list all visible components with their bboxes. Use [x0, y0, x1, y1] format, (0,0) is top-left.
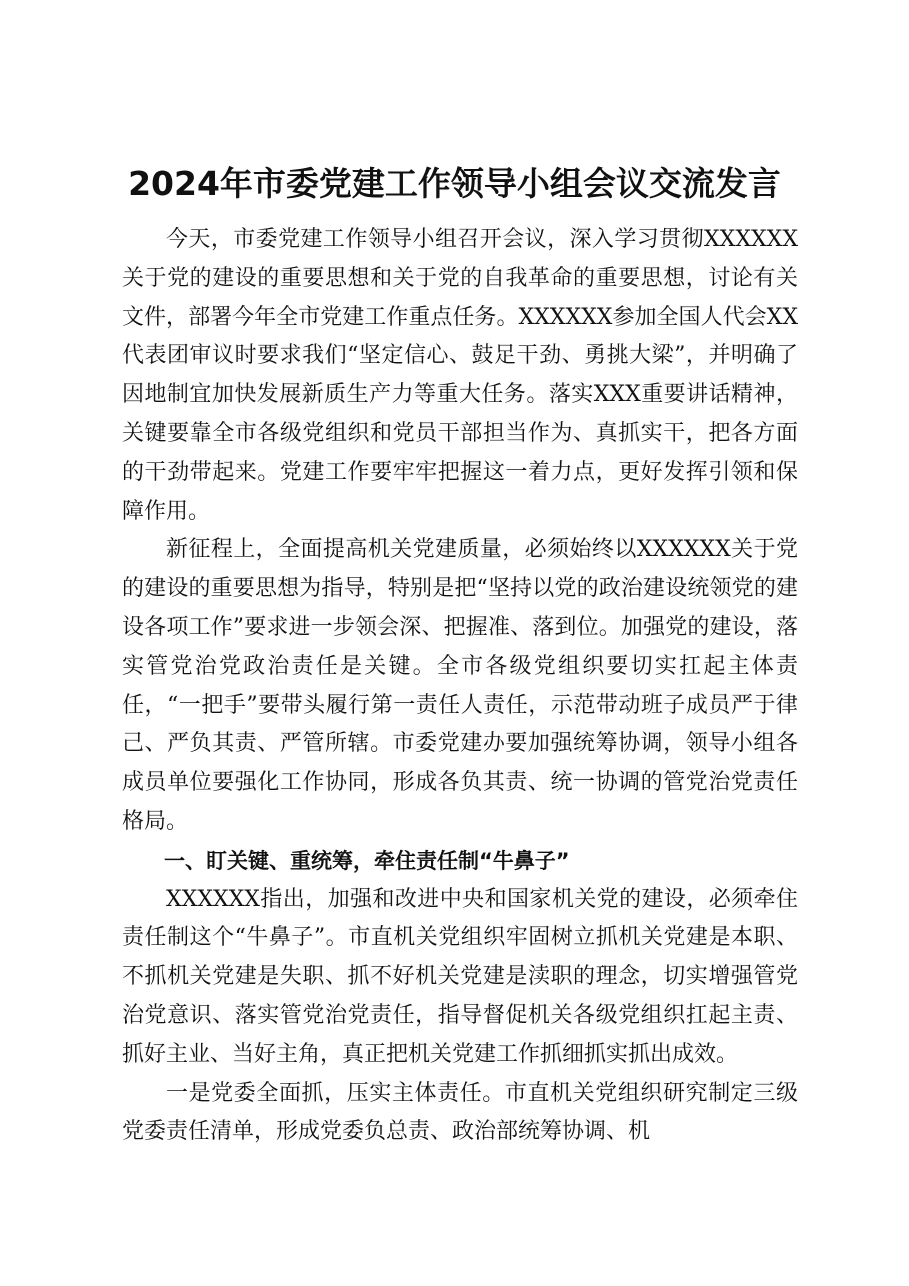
- document-body: [122, 221, 798, 1152]
- paragraph-point-one: 一是党委全面抓，压实主体责任。市直机关党组织研究制定三级党委责任清单，形成党委负总责、政治部统筹协调、机: [122, 1080, 798, 1145]
- section-heading-1: 一、盯关键、重统筹，牵住责任制“牛鼻子”: [164, 848, 570, 873]
- document-title: 2024年市委党建工作领导小组会议交流发言: [128, 164, 781, 203]
- paragraph-new-journey: 新征程上，全面提高机关党建质量，必须始终以XXXXXX关于党的建设的重要思想为指导，特别是把“坚持以党的政治建设统领党的建设各项工作”要求进一步领会深、把握准、落到位。加强党的建设，落实管党治党政治责任是关键。全市各级党组织要切实扛起主体责任，“一把手”要带头履行第一责任人责任，示范带动班子成员严于律己、严负其责、严管所辖。市委党建办要加强统筹协调，领导小组各成员单位要强化工作协同，形成各负其责、统一协调的管党治党责任格局。: [122, 537, 798, 834]
- paragraph-intro: 今天，市委党建工作领导小组召开会议，深入学习贯彻XXXXXX关于党的建设的重要思想和关于党的自我革命的重要思想，讨论有关文件，部署今年全市党建工作重点任务。XXXXXX参加全国人代会XX代表团审议时要求我们“坚定信心、鼓足干劲、勇挑大梁”，并明确了因地制宜加快发展新质生产力等重大任务。落实XXX重要讲话精神，关键要靠全市各级党组织和党员干部担当作为、真抓实干，把各方面的干劲带起来。党建工作要牢牢把握这一着力点，更好发挥引领和保障作用。: [122, 227, 798, 524]
- paragraph-responsibility: XXXXXX指出，加强和改进中央和国家机关党的建设，必须牵住责任制这个“牛鼻子”。市直机关党组织牢固树立抓机关党建是本职、不抓机关党建是失职、抓不好机关党建是渎职的理念，切实增强管党治党意识、落实管党治党责任，指导督促机关各级党组织扛起主责、抓好主业、当好主角，真正把机关党建工作抓细抓实抓出成效。: [122, 886, 798, 1067]
